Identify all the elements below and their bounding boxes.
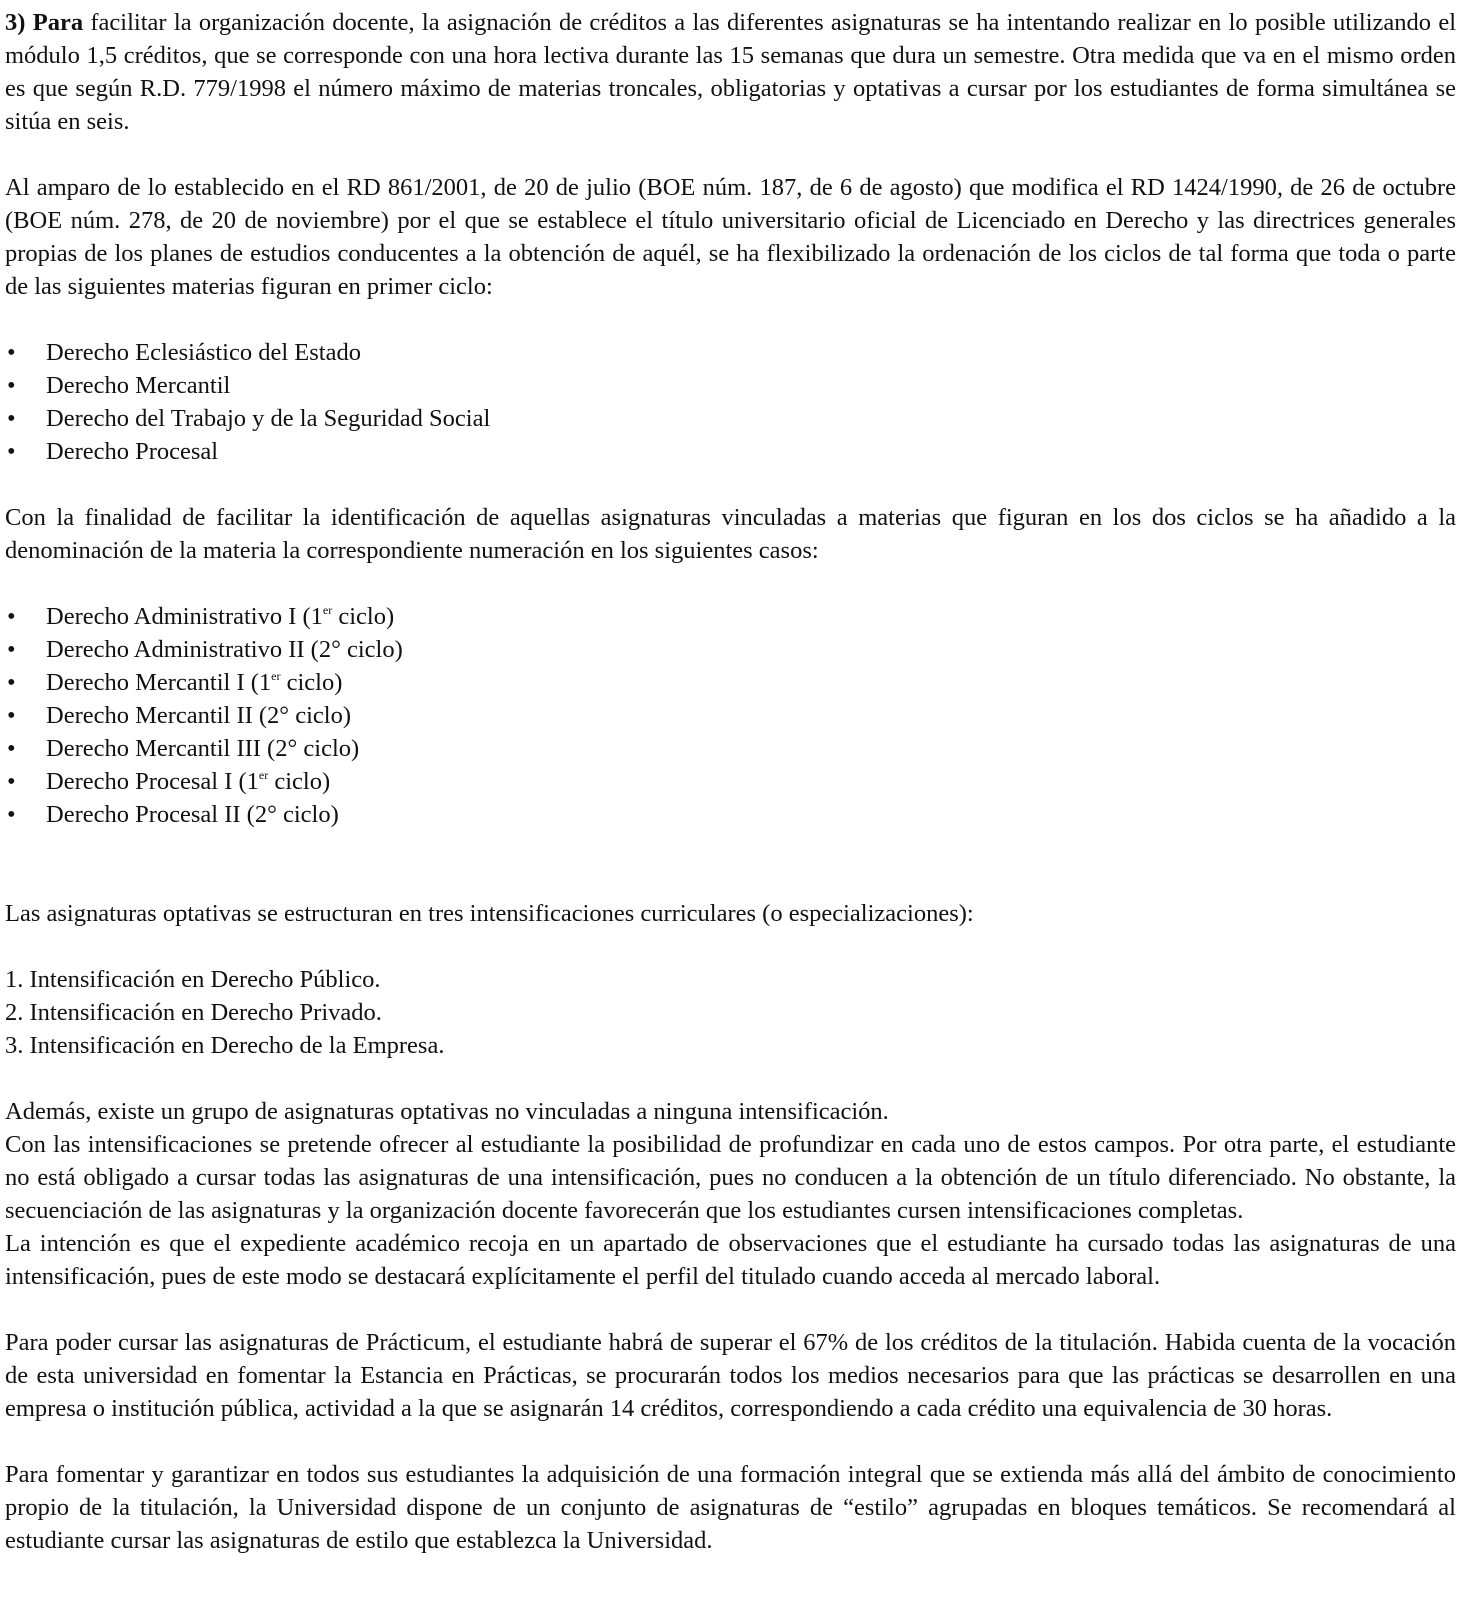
list-item: • Derecho Administrativo I (1er ciclo) [5, 600, 1456, 633]
list-item: • Derecho Mercantil II (2° ciclo) [5, 699, 1456, 732]
paragraph-credit-organization [5, 6, 1456, 138]
list-item: • Derecho Procesal II (2° ciclo) [5, 798, 1456, 831]
bullet: • [7, 339, 16, 366]
bullet: • [7, 636, 16, 663]
list-item: • Derecho Administrativo II (2° ciclo) [5, 633, 1456, 666]
paragraph-numbering: Con la finalidad de facilitar la identificación de aquellas asignaturas vinculadas a materias que figuran en los dos ciclos se ha añadido a la denominación de la materia la correspondiente numeración en los siguientes casos: [5, 504, 1456, 564]
numbered-subjects-list [5, 600, 1456, 831]
list-item: 3. Intensificación en Derecho de la Empresa. [5, 1032, 445, 1059]
paragraph-academic-record: La intención es que el expediente académico recoja en un apartado de observaciones que el estudiante ha cursado todas las asignaturas de una intensificación, pues de este modo se destacará explícitamente el perfil del titulado cuando acceda al mercado laboral. [5, 1230, 1456, 1290]
spacer [5, 930, 1456, 963]
spacer [5, 1293, 1456, 1326]
bullet: • [7, 801, 16, 828]
spacer [5, 303, 1456, 336]
list-item: • Derecho del Trabajo y de la Seguridad Social [5, 402, 1456, 435]
first-cycle-subjects-list [5, 336, 1456, 468]
list-item: • Derecho Eclesiástico del Estado [5, 336, 1456, 369]
bullet: • [7, 603, 16, 630]
paragraph-practicum: Para poder cursar las asignaturas de Prácticum, el estudiante habrá de superar el 67% de los créditos de la titulación. Habida cuenta de la vocación de esta universidad en fomentar la Estancia en Prácticas, se procurarán todos los medios necesarios para que las prácticas se desarrollen en una empresa o institución pública, actividad a la que se asignarán 14 créditos, correspondiendo a cada crédito una equivalencia de 30 horas. [5, 1329, 1456, 1422]
paragraph-lead: 3) Para [5, 9, 84, 36]
list-item: 1. Intensificación en Derecho Público. [5, 966, 381, 993]
list-item: • Derecho Mercantil I (1er ciclo) [5, 666, 1456, 699]
paragraph-intensification-purpose: Con las intensificaciones se pretende ofrecer al estudiante la posibilidad de profundizar en cada uno de estos campos. Por otra parte, el estudiante no está obligado a cursar todas las asignaturas de una intensificación, pues no conducen a la obtención de un título diferenciado. No obstante, la secuenciación de las asignaturas y la organización docente favorecerán que los estudiantes cursen intensificaciones completas. [5, 1131, 1456, 1224]
bullet: • [7, 768, 16, 795]
paragraph-legal-basis: Al amparo de lo establecido en el RD 861/2001, de 20 de julio (BOE núm. 187, de 6 de agosto) que modifica el RD 1424/1990, de 26 de octubre (BOE núm. 278, de 20 de noviembre) por el que se establece el título universitario oficial de Licenciado en Derecho y las directrices generales propias de los planes de estudios conducentes a la obtención de aquél, se ha flexibilizado la ordenación de los ciclos de tal forma que toda o parte de las siguientes materias figuran en primer ciclo: [5, 174, 1456, 300]
spacer [5, 1062, 1456, 1095]
bullet: • [7, 669, 16, 696]
list-item: • Derecho Mercantil [5, 369, 1456, 402]
paragraph-optional-subjects: Las asignaturas optativas se estructuran en tres intensificaciones curriculares (o especializaciones): [5, 900, 974, 927]
spacer [5, 468, 1456, 501]
bullet: • [7, 438, 16, 465]
spacer [5, 567, 1456, 600]
paragraph-unlinked-group: Además, existe un grupo de asignaturas optativas no vinculadas a ninguna intensificación. [5, 1098, 889, 1125]
paragraph-text: facilitar la organización docente, la asignación de créditos a las diferentes asignaturas se ha intentando realizar en lo posible utilizando el módulo 1,5 créditos, que se corresponde con una hora lectiva durante las 15 semanas que dura un semestre. Otra medida que va en el mismo orden es que según R.D. 779/1998 el número máximo de materias troncales, obligatorias y optativas a cursar por los estudiantes de forma simultánea se sitúa en seis. [5, 9, 1457, 135]
bullet: • [7, 735, 16, 762]
bullet: • [7, 702, 16, 729]
spacer [5, 831, 1456, 897]
list-item: • Derecho Mercantil III (2° ciclo) [5, 732, 1456, 765]
bullet: • [7, 405, 16, 432]
bullet: • [7, 372, 16, 399]
paragraph-style-subjects: Para fomentar y garantizar en todos sus estudiantes la adquisición de una formación integral que se extienda más allá del ámbito de conocimiento propio de la titulación, la Universidad dispone de un conjunto de asignaturas de “estilo” agrupadas en bloques temáticos. Se recomendará al estudiante cursar las asignaturas de estilo que establezca la Universidad. [5, 1461, 1456, 1554]
spacer [5, 138, 1456, 171]
list-item: • Derecho Procesal [5, 435, 1456, 468]
spacer [5, 1425, 1456, 1458]
intensifications-list [5, 963, 1456, 1062]
list-item: • Derecho Procesal I (1er ciclo) [5, 765, 1456, 798]
list-item: 2. Intensificación en Derecho Privado. [5, 999, 382, 1026]
